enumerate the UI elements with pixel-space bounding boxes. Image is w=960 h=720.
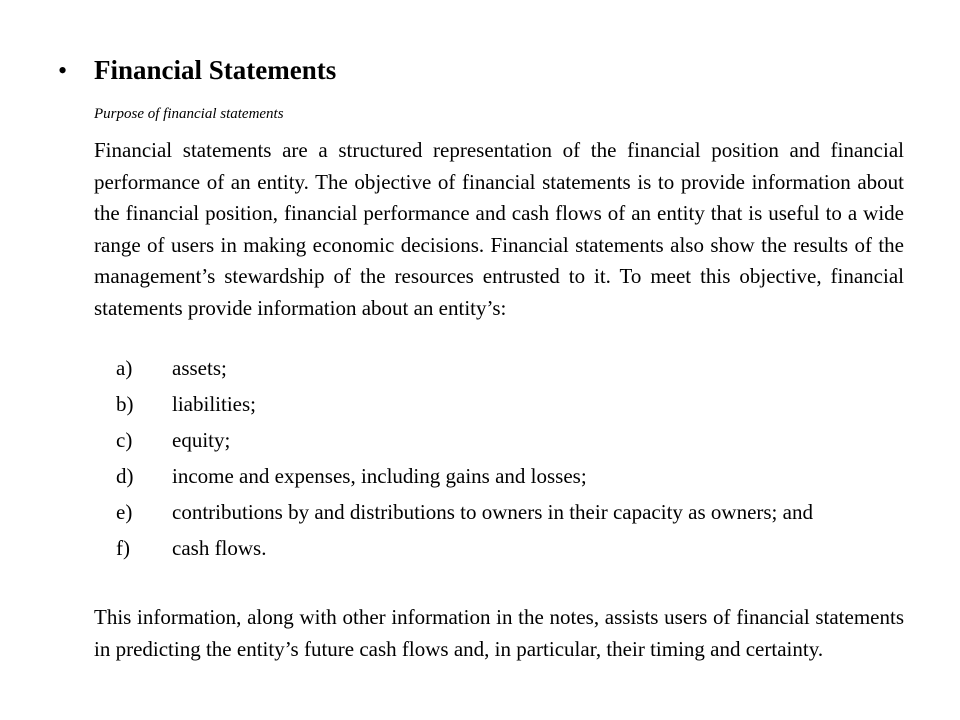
list-marker: a) xyxy=(116,356,133,380)
list-item xyxy=(116,353,906,385)
list-text: income and expenses, including gains and losses; xyxy=(172,464,587,488)
bullet-icon: • xyxy=(58,56,68,85)
information-list xyxy=(116,353,906,569)
list-item xyxy=(116,389,906,421)
slide-subtitle: Purpose of financial statements xyxy=(94,106,284,122)
intro-paragraph: Financial statements are a structured representation of the financial position and financial performance of an entity. The objective of financial statements is to provide information about the financial position, financial performance and cash flows of an entity that is useful to a wide range of users in making economic decisions. Financial statements also show the results of the management’s stewardship of the resources entrusted to it. To meet this objective, financial statements provide information about an entity’s: xyxy=(94,138,904,320)
list-text: liabilities; xyxy=(172,392,256,416)
list-marker: d) xyxy=(116,464,134,488)
list-item xyxy=(116,425,906,457)
list-marker: f) xyxy=(116,536,130,560)
list-item xyxy=(116,461,906,493)
list-item xyxy=(116,497,906,529)
list-text: contributions by and distributions to owners in their capacity as owners; and xyxy=(172,500,813,524)
list-marker: e) xyxy=(116,500,133,524)
slide-title: Financial Statements xyxy=(94,55,337,85)
list-marker: c) xyxy=(116,428,133,452)
closing-paragraph: This information, along with other information in the notes, assists users of financial statements in predicting the entity’s future cash flows and, in particular, their timing and certainty. xyxy=(94,605,904,661)
list-text: assets; xyxy=(172,356,227,380)
list-text: cash flows. xyxy=(172,536,267,560)
list-marker: b) xyxy=(116,392,134,416)
heading-row xyxy=(58,55,336,86)
list-item xyxy=(116,533,906,565)
list-text: equity; xyxy=(172,428,231,452)
